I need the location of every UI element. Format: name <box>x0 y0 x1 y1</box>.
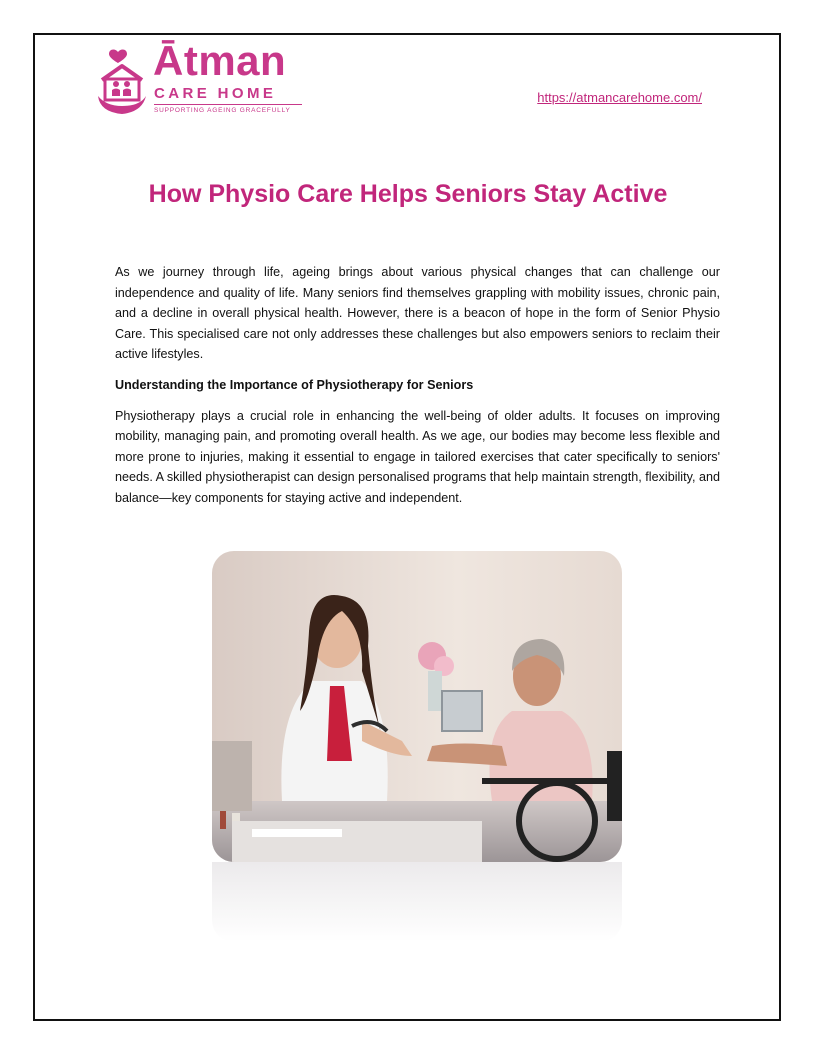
logo-tagline: SUPPORTING AGEING GRACEFULLY <box>154 107 291 114</box>
logo-subtitle: CARE HOME <box>154 85 277 102</box>
photo-illustration <box>212 551 622 862</box>
photo-reflection <box>212 862 622 942</box>
page-title: How Physio Care Helps Seniors Stay Active <box>148 180 668 208</box>
intro-paragraph: As we journey through life, ageing brings about various physical changes that can challenge our independence and quality of life. Many seniors find themselves grappling with mobility issues, chronic pain, and a decline in overall physical health. However, there is a beacon of hope in the form of Senior Physio Care. This specialised care not only addresses these challenges but also empowers seniors to reclaim their active lifestyles. <box>115 265 720 362</box>
section-heading: Understanding the Importance of Physiotherapy for Seniors <box>115 377 474 392</box>
logo-divider <box>154 104 302 105</box>
section-paragraph: Physiotherapy plays a crucial role in enhancing the well-being of older adults. It focuses on improving mobility, managing pain, and promoting overall health. As we age, our bodies may become less flexible and more prone to injuries, making it essential to engage in tailored exercises that cater specifically to seniors' needs. A skilled physiotherapist can design personalised programs that help maintain strength, flexibility, and balance—key components for staying active and independent. <box>115 408 720 505</box>
physiotherapy-photo <box>212 551 622 862</box>
logo-name: Ātman <box>153 37 287 84</box>
care-home-logo-icon <box>96 46 148 116</box>
brand-logo[interactable] <box>96 37 306 118</box>
website-link[interactable]: https://atmancarehome.com/ <box>537 90 702 105</box>
article-body <box>115 262 720 519</box>
